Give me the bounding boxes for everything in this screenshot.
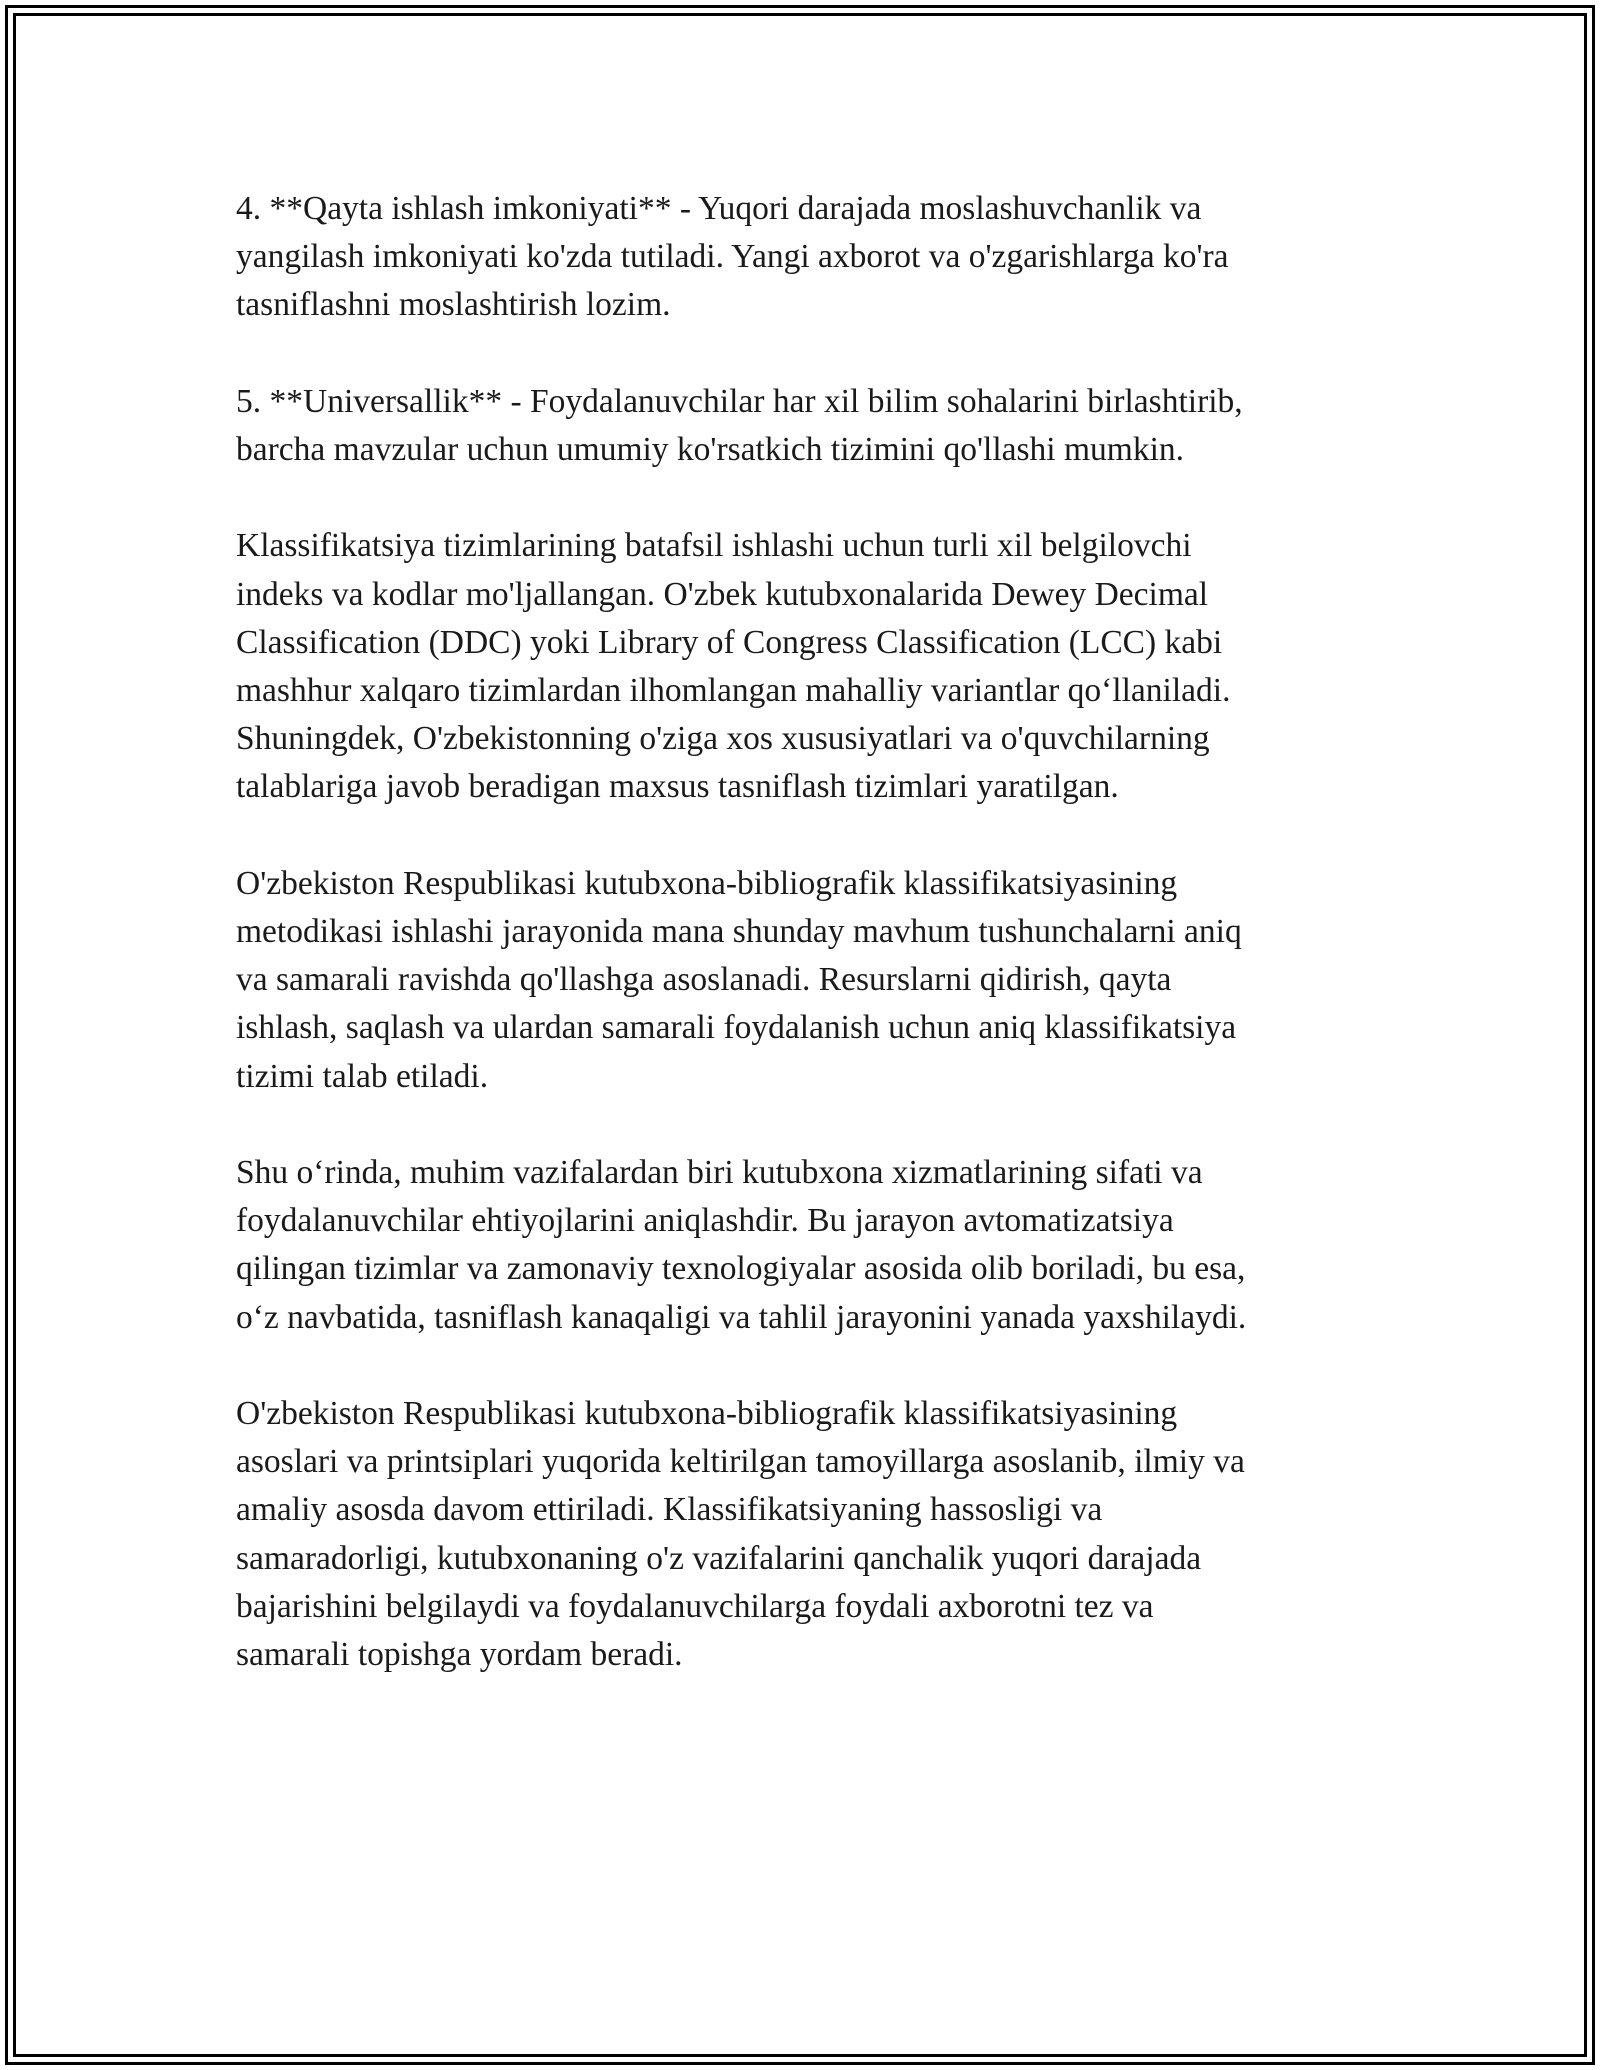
text-line: talablariga javob beradigan maxsus tasniflash tizimlari yaratilgan. (236, 768, 1119, 806)
text-line: O'zbekiston Respublikasi kutubxona-bibliografik klassifikatsiyasining (236, 1395, 1178, 1432)
text-line: asoslari va printsiplari yuqorida keltirilgan tamoyillarga asoslanib, ilmiy va (236, 1443, 1245, 1481)
text-line: samaradorligi, kutubxonaning o'z vazifalarini qanchalik yuqori darajada (236, 1539, 1202, 1577)
text-line: Klassifikatsiya tizimlarining batafsil ishlashi uchun turli xil belgilovchi (236, 527, 1192, 565)
text-line: bajarishini belgilaydi va foydalanuvchilarga foydali axborotni tez va (236, 1587, 1154, 1625)
text-line: va samarali ravishda qo'llashga asoslanadi. Resurslarni qidirish, qayta (236, 961, 1172, 999)
paragraph-asoslar-printsiplar (236, 1390, 1360, 1679)
paragraph-vazifalar (236, 1149, 1360, 1342)
text-line: Classification (DDC) yoki Library of Congress Classification (LCC) kabi (236, 623, 1223, 661)
text-line: 5. **Universallik** - Foydalanuvchilar har xil bilim sohalarini birlashtirib, (236, 382, 1243, 420)
text-line: 4. **Qayta ishlash imkoniyati** - Yuqori darajada moslashuvchanlik va (236, 190, 1202, 227)
text-line: O'zbekiston Respublikasi kutubxona-bibliografik klassifikatsiyasining (236, 864, 1178, 902)
text-line: tasniflashni moslashtirish lozim. (236, 286, 671, 324)
text-line: Shuningdek, O'zbekistonning o'ziga xos xususiyatlari va o'quvchilarning (236, 720, 1210, 758)
text-line: yangilash imkoniyati ko'zda tutiladi. Yangi axborot va o'zgarishlarga ko'ra (236, 238, 1229, 276)
paragraph-klassifikatsiya-tizimlari (236, 522, 1360, 811)
text-line: Shu o‘rinda, muhim vazifalardan biri kutubxona xizmatlarining sifati va (236, 1154, 1203, 1191)
text-line: o‘z navbatida, tasniflash kanaqaligi va tahlil jarayonini yanada yaxshilaydi. (236, 1298, 1247, 1336)
paragraph-metodika (236, 860, 1360, 1101)
text-line: amaliy asosda davom ettiriladi. Klassifikatsiyaning hassosligi va (236, 1491, 1103, 1529)
text-line: barcha mavzular uchun umumiy ko'rsatkich tizimini qo'llashi mumkin. (236, 431, 1185, 468)
text-line: foydalanuvchilar ehtiyojlarini aniqlashdir. Bu jarayon avtomatizatsiya (236, 1202, 1174, 1240)
text-line: qilingan tizimlar va zamonaviy texnologiyalar asosida olib boriladi, bu esa, (236, 1250, 1246, 1288)
text-line: indeks va kodlar mo'ljallangan. O'zbek kutubxonalarida Dewey Decimal (236, 575, 1209, 613)
text-line: samarali topishga yordam beradi. (236, 1636, 683, 1674)
text-line: metodikasi ishlashi jarayonida mana shunday mavhum tushunchalarni aniq (236, 913, 1242, 950)
text-line: ishlash, saqlash va ulardan samarali foydalanish uchun aniq klassifikatsiya (236, 1009, 1237, 1047)
paragraph-universallik (236, 378, 1360, 474)
text-line: tizimi talab etiladi. (236, 1057, 489, 1095)
document-body (236, 185, 1360, 1727)
paragraph-qayta-ishlash (236, 185, 1360, 330)
text-line: mashhur xalqaro tizimlardan ilhomlangan mahalliy variantlar qo‘llaniladi. (236, 672, 1231, 709)
